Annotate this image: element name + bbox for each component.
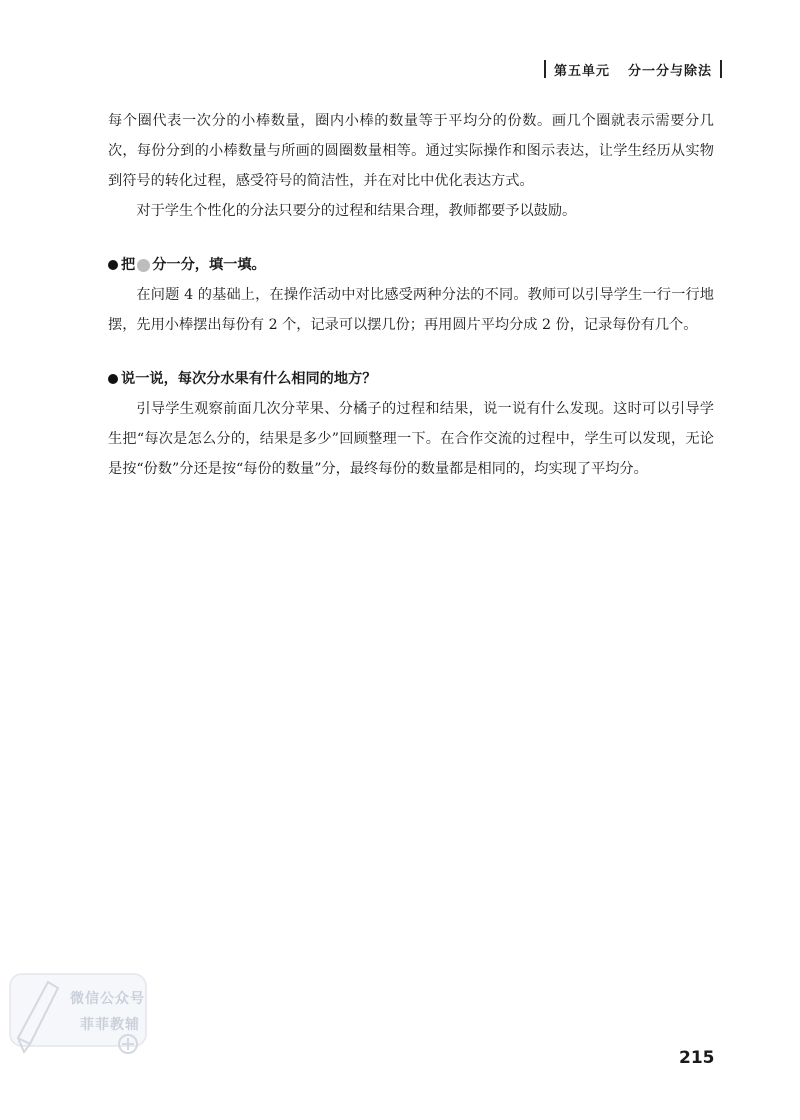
header-unit: 第五单元 <box>553 63 610 79</box>
watermark-text: 菲菲教辅 <box>80 1017 140 1033</box>
section-heading <box>108 364 714 394</box>
watermark <box>8 968 158 1060</box>
heading-text: 分一分，填一填。 <box>152 257 266 273</box>
heading-text: 说一说，每次分水果有什么相同的地方？ <box>121 371 377 387</box>
paragraph: 引导学生观察前面几次分苹果、分橘子的过程和结果，说一说有什么发现。这时可以引导学生把“每次是怎么分的，结果是多少”回顾整理一下。在合作交流的过程中，学生可以发现，无论是按“份数”分还是按“每份的数量”分，最终每份的数量都是相同的，均实现了平均分。 <box>108 401 714 477</box>
paragraph: 对于学生个性化的分法只要分的过程和结果合理，教师都要予以鼓励。 <box>136 203 577 219</box>
header-divider <box>720 60 722 78</box>
section-heading <box>108 250 714 280</box>
page-number: 215 <box>679 1048 715 1068</box>
header-divider <box>544 60 546 78</box>
paragraph: 每个圈代表一次分的小棒数量，圈内小棒的数量等于平均分的份数。画几个圈就表示需要分几次，每份分到的小棒数量与所画的圆圈数量相等。通过实际操作和图示表达，让学生经历从实物到符号的转化过程，感受符号的简洁性，并在对比中优化表达方式。 <box>108 113 714 189</box>
running-header <box>536 58 730 80</box>
bullet-icon <box>108 260 118 270</box>
heading-text: 把 <box>121 257 136 273</box>
bullet-icon <box>108 374 118 384</box>
watermark-text: 微信公众号 <box>70 991 145 1007</box>
paragraph: 在问题 4 的基础上，在操作活动中对比感受两种分法的不同。教师可以引导学生一行一行地摆，先用小棒摆出每份有 2 个，记录可以摆几份；再用圆片平均分成 2 份，记录每份有几个。 <box>108 287 714 333</box>
page-body <box>108 106 714 484</box>
disc-counter-icon <box>137 259 150 272</box>
header-title: 分一分与除法 <box>627 63 712 79</box>
